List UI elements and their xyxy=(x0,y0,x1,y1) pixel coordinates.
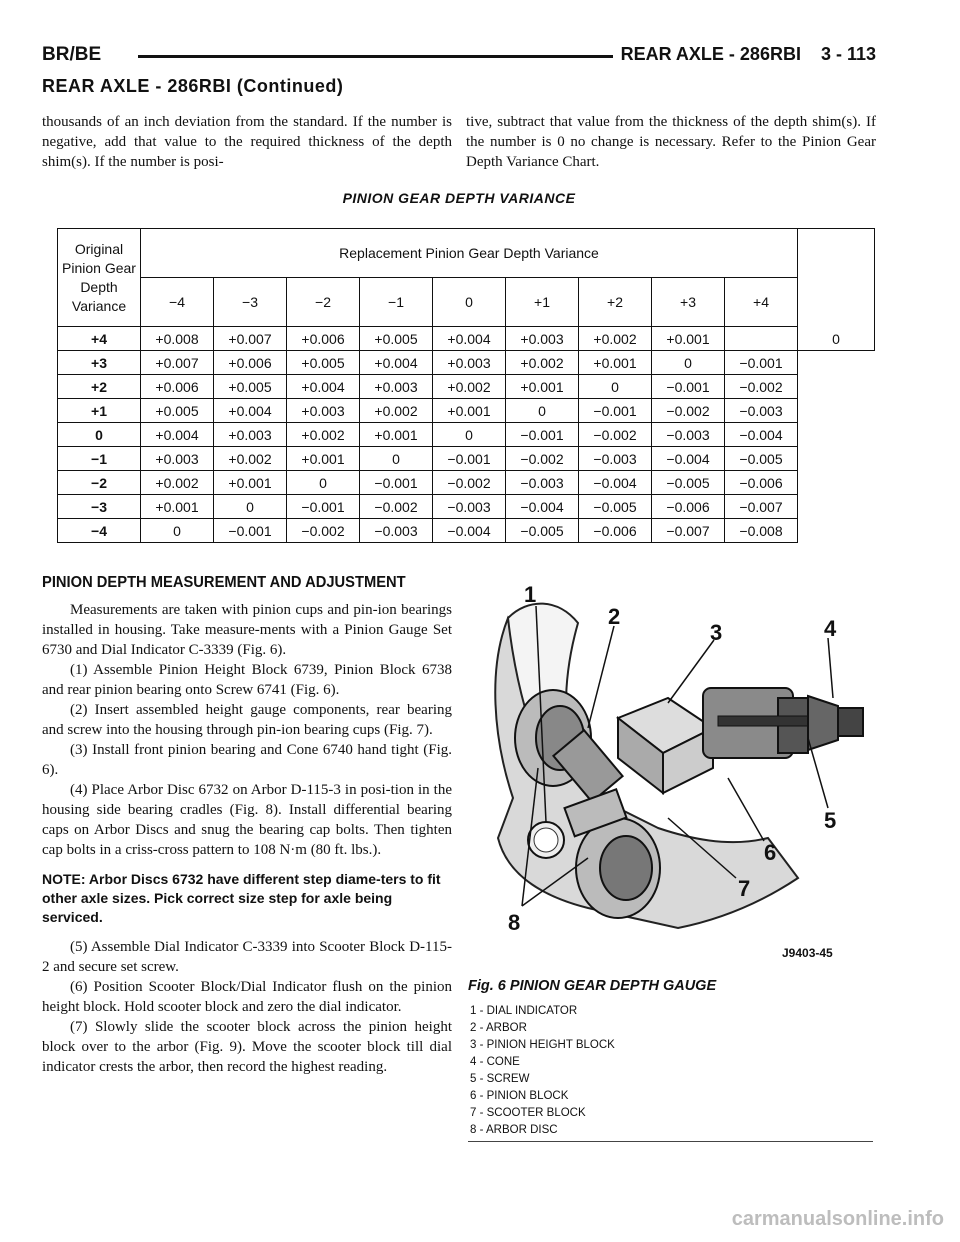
table-cell: −0.005 xyxy=(579,495,652,519)
step-6: (6) Position Scooter Block/Dial Indicator flush on the pinion height block. Hold scooter block and zero the dial indicator. xyxy=(42,979,452,1015)
table-cell: 0 xyxy=(360,447,433,471)
table-cell: +0.003 xyxy=(214,423,287,447)
col-header: +3 xyxy=(652,278,725,327)
table-cell: +0.001 xyxy=(506,375,579,399)
table-cell: −0.004 xyxy=(579,471,652,495)
table-cell: 0 xyxy=(652,351,725,375)
figure-legend xyxy=(470,1003,615,1139)
table-cell: +0.004 xyxy=(141,423,214,447)
table-cell: −0.002 xyxy=(506,447,579,471)
table-cell: +0.004 xyxy=(287,375,360,399)
table-cell: −0.001 xyxy=(725,351,798,375)
table-row xyxy=(58,447,875,471)
table-cell: −0.004 xyxy=(725,423,798,447)
table-cell: −0.004 xyxy=(433,519,506,543)
table-row xyxy=(58,423,875,447)
intro-left-text: thousands of an inch deviation from the standard. If the number is negative, add that value to the required thickness of the depth shim(s). If the number is posi- xyxy=(42,114,452,170)
table-group-header: Replacement Pinion Gear Depth Variance xyxy=(141,229,798,278)
col-header: −2 xyxy=(287,278,360,327)
row-header: +2 xyxy=(58,375,141,399)
table-cell: −0.003 xyxy=(506,471,579,495)
table-cell: +0.002 xyxy=(287,423,360,447)
table-cell: +0.006 xyxy=(141,375,214,399)
table-cell: +0.005 xyxy=(287,351,360,375)
table-cell: +0.001 xyxy=(287,447,360,471)
table-cell: +0.003 xyxy=(506,327,579,351)
legend-item: 7 - SCOOTER BLOCK xyxy=(470,1107,586,1119)
table-cell: +0.005 xyxy=(141,399,214,423)
legend-divider xyxy=(468,1141,873,1142)
table-cell: −0.003 xyxy=(652,423,725,447)
table-cell: +0.004 xyxy=(360,351,433,375)
step-5: (5) Assemble Dial Indicator C-3339 into Scooter Block D-115-2 and secure set screw. xyxy=(42,939,452,975)
col-header: +4 xyxy=(725,278,798,327)
table-row xyxy=(58,519,875,543)
col-header: −4 xyxy=(141,278,214,327)
table-cell: +0.006 xyxy=(214,351,287,375)
legend-item: 1 - DIAL INDICATOR xyxy=(470,1005,578,1017)
table-cell: −0.001 xyxy=(579,399,652,423)
leader-2 xyxy=(588,626,614,728)
table-title: PINION GEAR DEPTH VARIANCE xyxy=(342,190,576,206)
table-cell: +0.003 xyxy=(287,399,360,423)
table-cell: +0.002 xyxy=(506,351,579,375)
table-row xyxy=(58,375,875,399)
table-cell: −0.002 xyxy=(725,375,798,399)
table-cell: −0.002 xyxy=(360,495,433,519)
table-cell: +0.001 xyxy=(214,471,287,495)
table-cell: +0.007 xyxy=(214,327,287,351)
callout-7: 7 xyxy=(738,876,751,901)
table-cell: −0.001 xyxy=(652,375,725,399)
table-cell: +0.007 xyxy=(141,351,214,375)
row-header: +3 xyxy=(58,351,141,375)
leader-5 xyxy=(808,738,828,808)
table-cell: −0.005 xyxy=(652,471,725,495)
intro-right-text: tive, subtract that value from the thickness of the depth shim(s). If the number is 0 no change is necessary. Refer to the Pinion Gear Depth Variance Chart. xyxy=(466,114,876,170)
table-row xyxy=(58,471,875,495)
table-cell: −0.004 xyxy=(652,447,725,471)
row-header: −1 xyxy=(58,447,141,471)
variance-table xyxy=(57,228,875,543)
callout-5: 5 xyxy=(824,808,837,833)
table-row xyxy=(58,351,875,375)
step-2: (2) Insert assembled height gauge components, rear bearing and screw into the housing through pin-ion bearing cups (Fig. 7). xyxy=(42,702,452,738)
col-header: 0 xyxy=(433,278,506,327)
note: NOTE: Arbor Discs 6732 have different step diame-ters to fit other axle sizes. Pick correct size step for axle being serviced. xyxy=(42,871,441,925)
table-cell: +0.002 xyxy=(433,375,506,399)
table-cell: −0.006 xyxy=(579,519,652,543)
table-cell: +0.003 xyxy=(141,447,214,471)
legend-item: 5 - SCREW xyxy=(470,1073,530,1085)
table-cell: −0.005 xyxy=(506,519,579,543)
table-cell: +0.001 xyxy=(360,423,433,447)
table-cell: 0 xyxy=(798,229,875,351)
col-header: −1 xyxy=(360,278,433,327)
step-3: (3) Install front pinion bearing and Cone 6740 hand tight (Fig. 6). xyxy=(42,742,452,778)
table-cell: −0.002 xyxy=(287,519,360,543)
pinion-depth-gauge-illustration xyxy=(468,578,876,978)
table-cell: 0 xyxy=(141,519,214,543)
watermark: carmanualsonline.info xyxy=(731,1208,944,1230)
table-cell: −0.002 xyxy=(652,399,725,423)
table-cell: −0.002 xyxy=(579,423,652,447)
procedure-column xyxy=(42,600,452,1077)
col-header: −3 xyxy=(214,278,287,327)
intro-right xyxy=(466,112,876,172)
table-cell: −0.001 xyxy=(506,423,579,447)
table-row xyxy=(58,399,875,423)
table-cell: +0.008 xyxy=(141,327,214,351)
callout-8: 8 xyxy=(508,910,521,935)
legend-item: 3 - PINION HEIGHT BLOCK xyxy=(470,1039,615,1051)
table-cell: 0 xyxy=(287,471,360,495)
table-cell: −0.006 xyxy=(652,495,725,519)
table-cell: −0.006 xyxy=(725,471,798,495)
table-cell: +0.001 xyxy=(433,399,506,423)
table-cell: +0.002 xyxy=(360,399,433,423)
table-cell: −0.001 xyxy=(287,495,360,519)
callout-1: 1 xyxy=(524,582,537,607)
step-4: (4) Place Arbor Disc 6732 on Arbor D-115-3 in posi-tion in the housing side bearing cradles (Fig. 8). Install differential bearing caps on Arbor Discs and snug the bearing cap bolts. Then tighten cap bolts in a criss-cross pattern to 108 N·m (80 ft. lbs.). xyxy=(42,782,452,858)
legend-item: 8 - ARBOR DISC xyxy=(470,1124,558,1136)
row-header: 0 xyxy=(58,423,141,447)
table-cell: 0 xyxy=(433,423,506,447)
table-cell: −0.004 xyxy=(506,495,579,519)
table-cell: +0.001 xyxy=(652,327,725,351)
figure-code: J9403-45 xyxy=(782,946,833,960)
row-header: +1 xyxy=(58,399,141,423)
header-section-page: REAR AXLE - 286RBI 3 - 113 xyxy=(613,44,876,65)
col-header: +1 xyxy=(506,278,579,327)
dial-indicator-inner xyxy=(534,828,558,852)
header-model: BR/BE xyxy=(42,44,102,65)
table-corner-header: Original Pinion Gear Depth Variance xyxy=(58,229,141,327)
table-cell: −0.003 xyxy=(360,519,433,543)
col-header: +2 xyxy=(579,278,652,327)
table-cell: +0.003 xyxy=(360,375,433,399)
table-cell: +0.006 xyxy=(287,327,360,351)
callout-3: 3 xyxy=(710,620,723,645)
table-cell: +0.001 xyxy=(141,495,214,519)
row-header: −3 xyxy=(58,495,141,519)
table-cell: +0.004 xyxy=(214,399,287,423)
callout-6: 6 xyxy=(764,840,777,865)
table-cell: +0.003 xyxy=(433,351,506,375)
table-row xyxy=(58,327,875,351)
table-cell: +0.002 xyxy=(214,447,287,471)
leader-4 xyxy=(828,638,833,698)
table-cell: −0.002 xyxy=(433,471,506,495)
section-continued-title: REAR AXLE - 286RBI (Continued) xyxy=(42,76,344,96)
table-cell: −0.003 xyxy=(579,447,652,471)
table-cell: +0.004 xyxy=(433,327,506,351)
cone xyxy=(808,696,838,750)
step-1: (1) Assemble Pinion Height Block 6739, Pinion Block 6738 and rear pinion bearing onto Screw 6741 (Fig. 6). xyxy=(42,662,452,698)
table-cell: +0.005 xyxy=(360,327,433,351)
callout-4: 4 xyxy=(824,616,837,641)
table-cell: 0 xyxy=(214,495,287,519)
table-cell: −0.003 xyxy=(725,399,798,423)
page-header xyxy=(42,42,876,68)
table-cell: −0.007 xyxy=(725,495,798,519)
table-cell: −0.003 xyxy=(433,495,506,519)
leader-6 xyxy=(728,778,764,841)
paragraph: Measurements are taken with pinion cups and pin-ion bearings installed in housing. Take measure-ments with a Pinion Gauge Set 6730 and Dial Indicator C-3339 (Fig. 6). xyxy=(42,602,452,658)
step-7: (7) Slowly slide the scooter block across the pinion height block over to the arbor (Fig. 9). Move the scooter block till dial indicator crests the arbor, then record the highest reading. xyxy=(42,1019,452,1075)
table-cell: 0 xyxy=(579,375,652,399)
table-cell: −0.001 xyxy=(214,519,287,543)
row-header: −2 xyxy=(58,471,141,495)
callout-2: 2 xyxy=(608,604,621,629)
row-header: +4 xyxy=(58,327,141,351)
table-cell: −0.005 xyxy=(725,447,798,471)
legend-item: 6 - PINION BLOCK xyxy=(470,1090,569,1102)
table-row xyxy=(58,495,875,519)
table-cell: −0.007 xyxy=(652,519,725,543)
section-heading: PINION DEPTH MEASUREMENT AND ADJUSTMENT xyxy=(42,574,406,591)
arbor-disc-lower-hub xyxy=(600,836,652,900)
table-cell: −0.008 xyxy=(725,519,798,543)
row-header: −4 xyxy=(58,519,141,543)
figure-caption: Fig. 6 PINION GEAR DEPTH GAUGE xyxy=(468,978,717,994)
legend-item: 2 - ARBOR xyxy=(470,1022,527,1034)
cone-knurl xyxy=(838,708,863,736)
table-cell: +0.002 xyxy=(579,327,652,351)
table-cell: +0.002 xyxy=(141,471,214,495)
table-cell: −0.001 xyxy=(433,447,506,471)
table-cell: +0.005 xyxy=(214,375,287,399)
table-cell: +0.001 xyxy=(579,351,652,375)
table-cell: 0 xyxy=(506,399,579,423)
table-cell: −0.001 xyxy=(360,471,433,495)
intro-left xyxy=(42,112,452,172)
legend-item: 4 - CONE xyxy=(470,1056,520,1068)
